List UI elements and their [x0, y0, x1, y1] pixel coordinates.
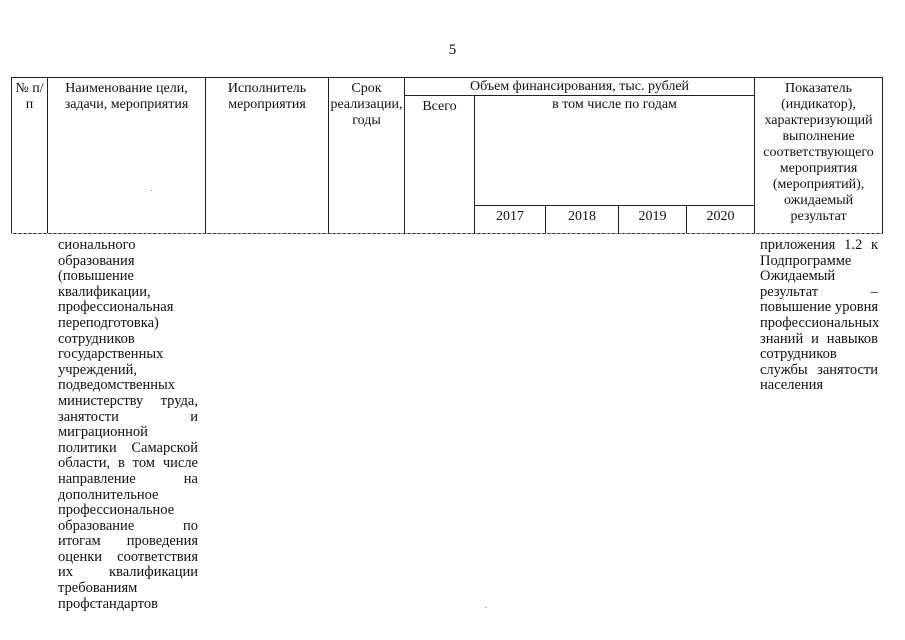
- header-year: 2020: [687, 206, 755, 234]
- header-executor: Исполнитель мероприятия: [206, 78, 329, 234]
- header-term: Срок реализации, годы: [329, 78, 405, 234]
- header-year: 2017: [475, 206, 546, 234]
- header-indicator: Показатель (индикатор), характеризующий выполнение соответствующего мероприятия (мероприятий), ожидаемый результат: [755, 78, 883, 234]
- header-num: № п/п: [12, 78, 48, 234]
- header-year: 2018: [546, 206, 619, 234]
- header-financing: Объем финансирования, тыс. рублей: [405, 78, 755, 96]
- header-total: Всего: [405, 96, 475, 234]
- page-number: 5: [448, 42, 457, 58]
- header-year: 2019: [619, 206, 687, 234]
- scan-speck: [150, 190, 152, 191]
- row-separator: [11, 233, 882, 234]
- header-by-years: в том числе по годам: [475, 96, 755, 206]
- scan-speck: [485, 607, 487, 608]
- continuation-text-left: сионального образования (повышение квалификации, профессиональная переподготовка) сотрудников государственных учреждений, подведомственных министерству труда, занятости и миграционной политики Самарской области, в том числе направление на дополнительное профессиональное образование по итогам проведения оценки соответствия их квалификации требованиям профстандартов: [58, 237, 198, 612]
- header-name: Наименование цели, задачи, мероприятия: [48, 78, 206, 234]
- continuation-text-right: приложения 1.2 к Подпрограмме Ожидаемый результат – повышение уровня профессиональных знаний и навыков сотрудников службы занятости населения: [760, 237, 880, 394]
- program-table: [11, 77, 883, 234]
